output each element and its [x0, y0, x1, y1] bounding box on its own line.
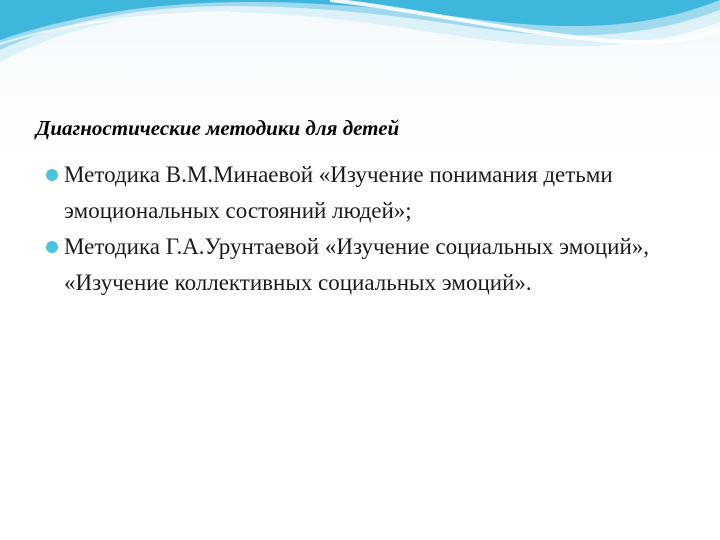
bullet-item-uruntaeva — [44, 229, 694, 301]
bullet-item-minaeva — [44, 157, 694, 229]
decorative-wave-header — [0, 0, 720, 90]
slide-title: Диагностические методики для детей — [36, 116, 400, 140]
bullet-text: Методика В.М.Минаевой «Изучение понимания детьми эмоциональных состояний людей»; — [64, 162, 613, 223]
bullet-text: Методика Г.А.Урунтаевой «Изучение социальных эмоций», «Изучение коллективных социальных эмоций». — [64, 234, 650, 295]
bullet-list — [44, 157, 694, 301]
bullet-icon — [46, 241, 58, 253]
bullet-icon — [46, 169, 58, 181]
